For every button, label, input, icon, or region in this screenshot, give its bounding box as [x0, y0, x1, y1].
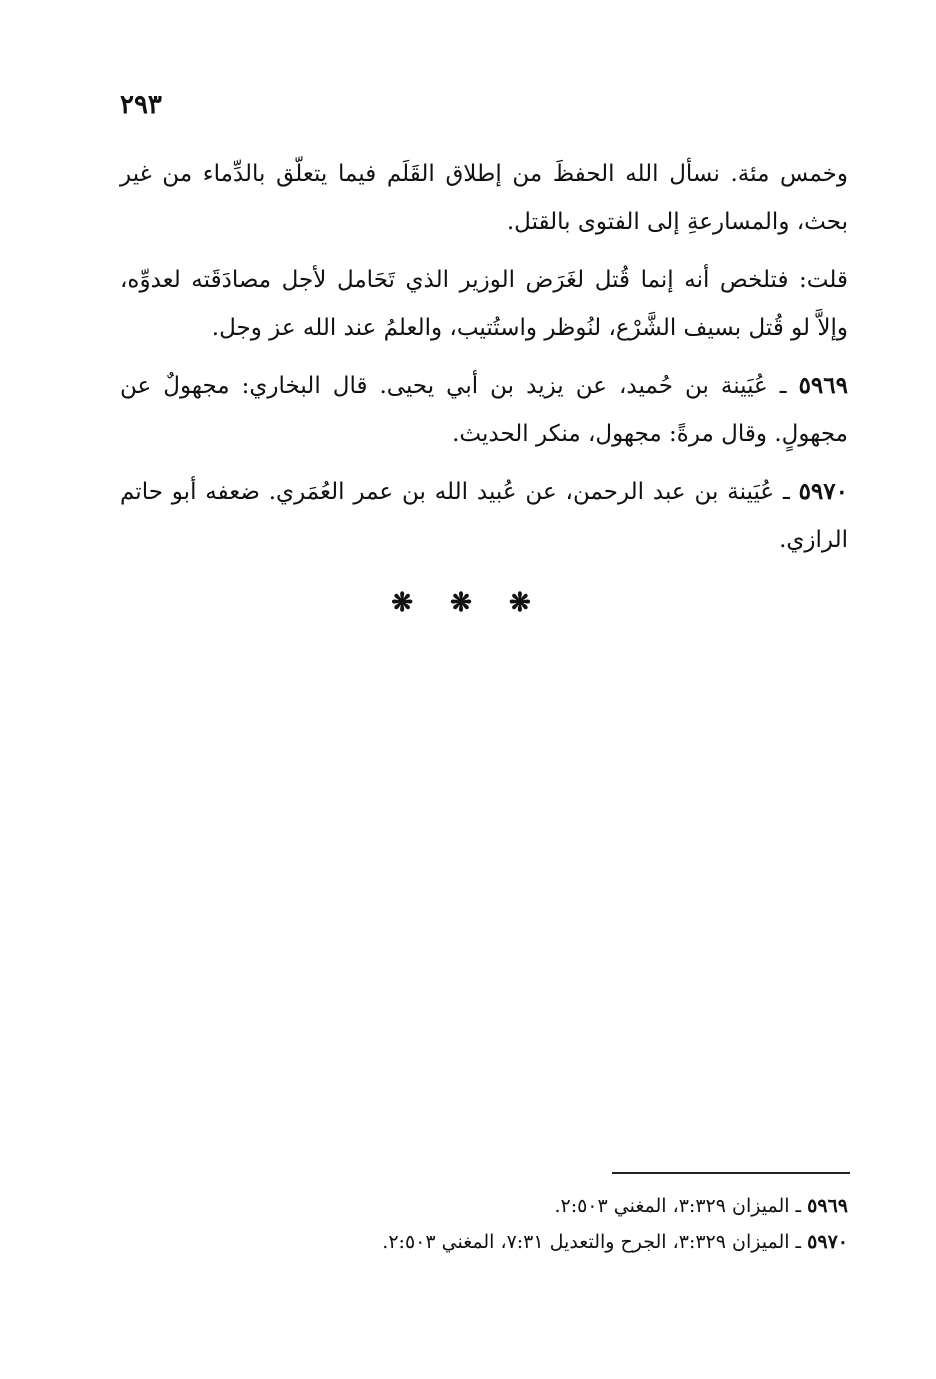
entry-number: ٥٩٧٠ — [798, 478, 848, 505]
paragraph-text: وخمس مئة. نسأل الله الحفظَ من إطلاق القَلَم فيما يتعلّق بالدِّماء من غير بحث، والمسارعةِ إلى الفتوى بالقتل. — [120, 161, 848, 235]
entry-paragraph — [120, 362, 848, 458]
footnote — [120, 1224, 848, 1260]
paragraph-text: قلت: فتلخص أنه إنما قُتل لغَرَض الوزير الذي تَحَامل لأجل مصادَقَته لعدوِّه، وإلاَّ لو قُتل بسيف الشَّرْع، لنُوظر واستُتيب، والعلمُ عند الله عز وجل. — [120, 267, 848, 341]
footnote-text: ـ الميزان ٣:٣٢٩، المغني ٢:٥٠٣. — [554, 1195, 802, 1217]
paragraph — [120, 150, 848, 246]
entry-text: ـ عُيَينة بن عبد الرحمن، عن عُبيد الله بن عمر العُمَري. ضعفه أبو حاتم الرازي. — [120, 479, 848, 553]
footnote-number: ٥٩٦٩ — [807, 1195, 848, 1217]
section-separator: ❋ ❋ ❋ — [391, 588, 545, 618]
footnote — [120, 1188, 848, 1224]
footnotes — [120, 1188, 848, 1260]
main-text — [120, 150, 848, 574]
footnote-text: ـ الميزان ٣:٣٢٩، الجرح والتعديل ٧:٣١، المغني ٢:٥٠٣. — [382, 1231, 802, 1253]
entry-text: ـ عُيَينة بن حُميد، عن يزيد بن أبي يحيى. قال البخاري: مجهولٌ عن مجهولٍ. وقال مرةً: مجهول، منكر الحديث. — [120, 373, 848, 447]
paragraph — [120, 256, 848, 352]
footnote-number: ٥٩٧٠ — [807, 1231, 848, 1253]
entry-paragraph — [120, 468, 848, 564]
entry-number: ٥٩٦٩ — [798, 372, 848, 399]
footnote-divider — [612, 1172, 850, 1174]
page-number: ٢٩٣ — [120, 90, 162, 120]
